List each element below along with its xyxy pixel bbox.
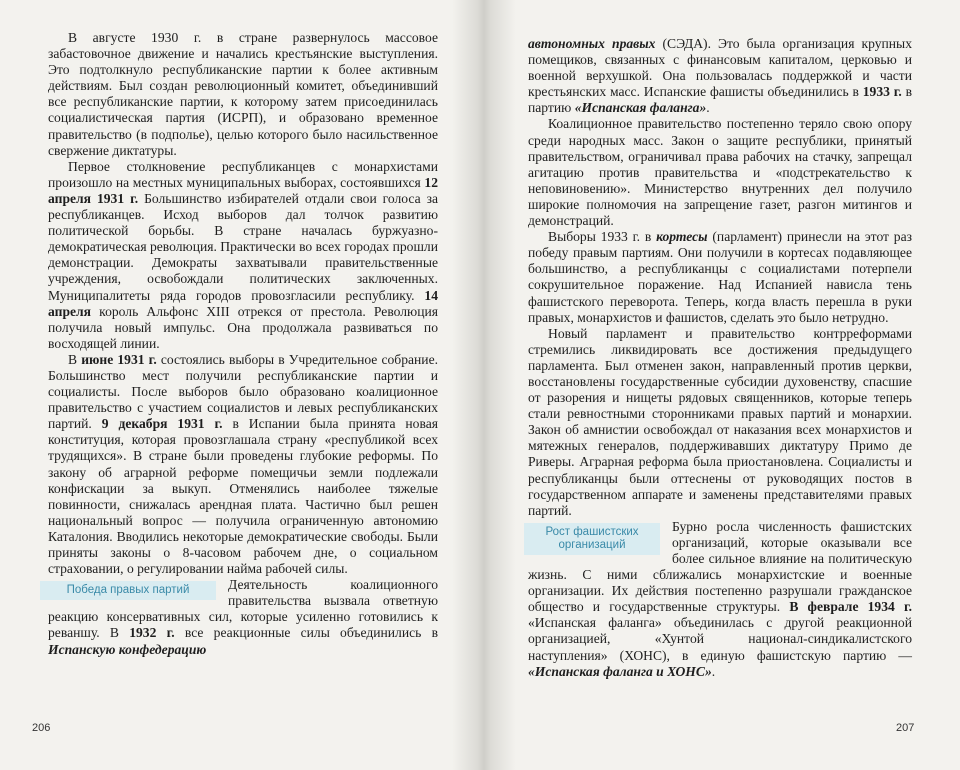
page-number-right: 207 xyxy=(896,722,915,734)
term-emphasis: «Испанская фаланга» xyxy=(574,100,707,116)
date-emphasis: 1933 г. xyxy=(862,84,902,100)
date-emphasis: В феврале 1934 г. xyxy=(789,599,912,615)
paragraph: Первое столкновение республиканцев с монархистами произошло на местных муниципальных выборах, состоявшихся 12 апреля 1931 г. Большинство избирателей отдали свои голоса за республиканцев. Исход выборов дал толчок развитию политической борьбы. В стране началась буржуазно-демократическая революция. Практически во всех городах прошли демонстрации. Демократы захватывали правительственные учреждения, освобождали политических заключенных. Муниципалитеты ряда городов провозгласили республику. 14 апреля король Альфонс XIII отрекся от престола. Революция получила новый импульс. Она продолжала развиваться по восходящей линии. xyxy=(48,158,438,351)
paragraph: Коалиционное правительство постепенно теряло свою опору среди народных масс. Закон о защите республики, принятый правительством, ограничивал права рабочих на стачку, запрещал агитацию против правительства и «подстрекательство к неповиновению». Министерство внутренних дел получило широкие полномочия на запрещение газет, разгон митингов и демонстраций. xyxy=(528,116,912,229)
date-emphasis: 1932 г. xyxy=(129,625,175,641)
page-number-left: 206 xyxy=(32,722,51,734)
paragraph: автономных правых (СЭДА). Это была организация крупных помещиков, связанных с финансовым капиталом, церковью и военной верхушкой. Она пользовалась поддержкой и части крестьянских масс. Испанские фашисты объединились в 1933 г. в партию «Испанская фаланга». xyxy=(528,36,912,116)
term-emphasis: «Испанская фаланга и ХОНС» xyxy=(528,663,712,679)
section-sidehead: Победа правых партий xyxy=(40,581,216,600)
date-emphasis: июне 1931 г. xyxy=(81,351,157,367)
right-page xyxy=(528,36,915,736)
paragraph: Рост фашистских организаций Бурно росла численность фашистских организаций, которые оказывали все более сильное влияние на политическую жизнь. С ними сближались монархистские и военные организации. Их действия постепенно разрушали гражданское общество и государственные структуры. В феврале 1934 г. «Испанская фаланга» объединилась с другой реакционной организацией, «Хунтой национал-синдикалистского наступления» (ХОНС), в единую фашистскую партию — «Испанская фаланга и ХОНС». xyxy=(528,519,912,680)
paragraph: Новый парламент и правительство контрреформами стремились ликвидировать все достижения предыдущего парламента. Был отменен закон, направленный против церкви, восстановлены государственные субсидии духовенству, спасшие от разорения и нищеты рядовых священников, которые теперь стали ревностными сторонниками правых партий и монархии. Закон об амнистии освобождал от наказания всех монархистов и мятежных генералов, поддерживавших диктатуру Примо де Риверы. Аграрная реформа была приостановлена. Социалисты и республиканцы были оттеснены от руководящих постов в государственном аппарате и заменены представителями правых партий. xyxy=(528,325,912,518)
section-sidehead: Рост фашистских организаций xyxy=(524,523,660,555)
paragraph: Выборы 1933 г. в кортесы (парламент) принесли на этот раз победу правым партиям. Они получили в кортесах подавляющее большинство, а республиканцы с социалистами потерпели сокрушительное поражение. Над Испанией нависла тень фашистского переворота. Теперь, когда власть перешла в руки правых, монархистов и фашистов, сделать это было нетрудно. xyxy=(528,229,913,325)
date-emphasis: 12 апреля 1931 г. xyxy=(48,174,438,206)
paragraph: В июне 1931 г. состоялись выборы в Учредительное собрание. Большинство мест получили республиканские партии и социалисты. После выборов было образовано коалиционное правительство с участием социалистов и левых республиканских партий. 9 декабря 1931 г. в Испании была принята новая конституция, которая провозглашала страну «республикой всех трудящихся». В стране были проведены глубокие реформы. По закону об аграрной реформе помещичьи земли подлежали конфискации за выкуп. Отменялись наиболее тяжелые повинности, снижалась арендная плата. Частично был решен национальный вопрос — получила ограниченную автономию Каталония. Вводились некоторые демократические свободы. Были приняты законы о 8-часовом рабочем дне, о социальном страховании, о регулировании найма рабочей силы. xyxy=(48,351,439,577)
date-emphasis: 14 апреля xyxy=(48,287,438,319)
term-emphasis: кортесы xyxy=(656,229,708,245)
term-emphasis: Испанскую конфедерацию xyxy=(48,641,207,657)
term-emphasis: автономных правых xyxy=(528,36,656,51)
book-gutter xyxy=(452,0,516,770)
paragraph: В августе 1930 г. в стране развернулось массовое забастовочное движение и начались крестьянские выступления. Это подтолкнуло республиканские партии к более активным действиям. Был создан революционный комитет, объединивший все республиканские партии, к которому затем присоединилась социалистическая партия (ИСРП), и образовано временное правительство (в подполье), целью которого было насильственное свержение диктатуры. xyxy=(48,30,438,158)
left-page xyxy=(48,30,438,730)
paragraph: Победа правых партий Деятельность коалиционного правительства вызвала ответную реакцию консервативных сил, которые усиленно готовились к реваншу. В 1932 г. все реакционные силы объединились в Испанскую конфедерацию xyxy=(48,577,438,657)
date-emphasis: 9 декабря 1931 г. xyxy=(101,416,223,432)
